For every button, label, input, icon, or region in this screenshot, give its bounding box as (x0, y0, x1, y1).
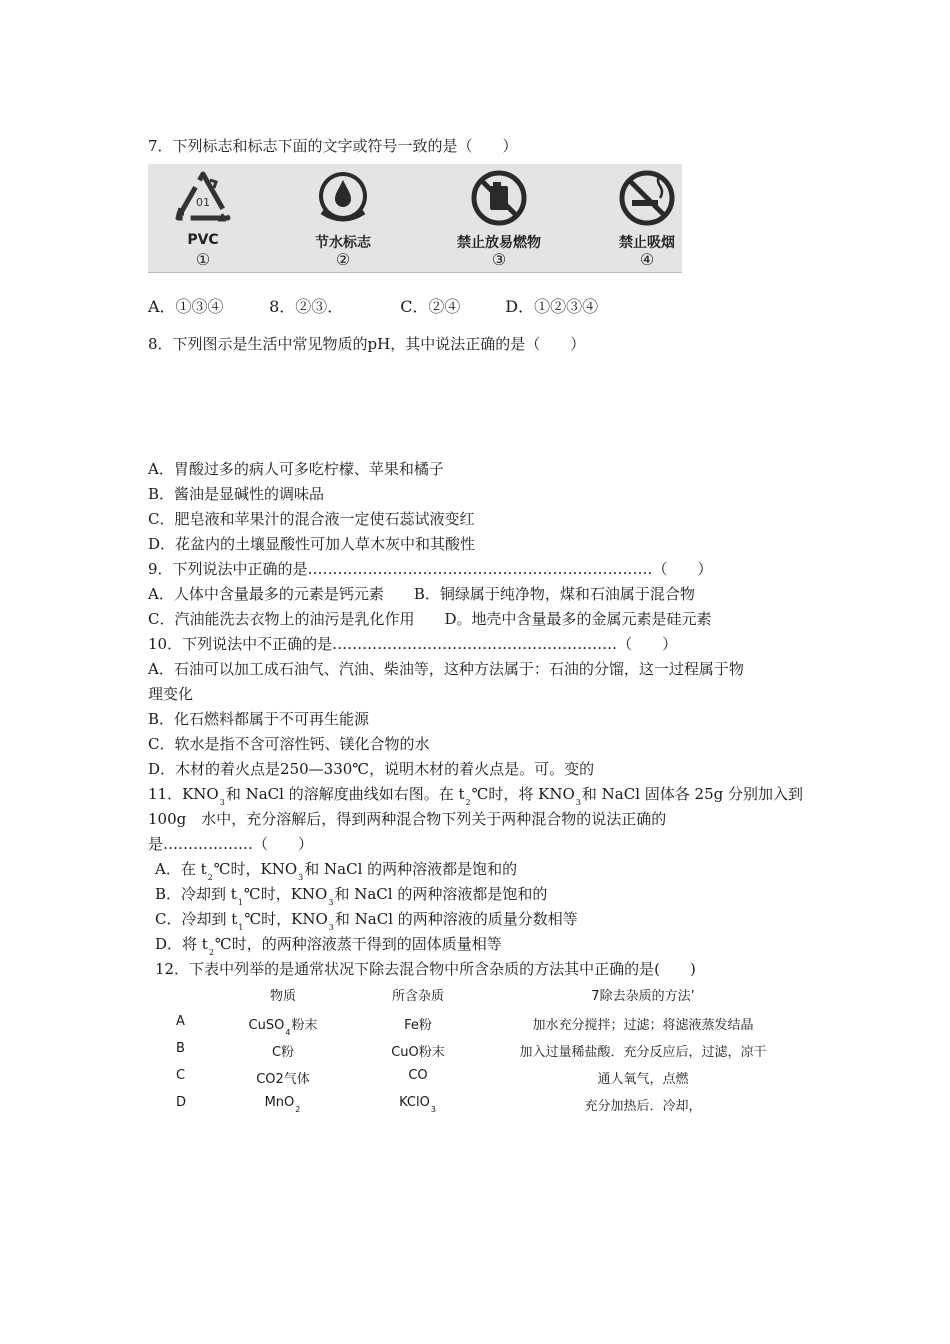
table-row: D MnO$_2$ KClO$_3$ 充分加热后．冷却， (176, 1095, 702, 1114)
q11-option-c: C．冷却到 $t_1℃$时，$KNO_3$和 NaCl 的两种溶液的质量分数相等 (155, 910, 578, 932)
sign-1-number: ① (195, 250, 211, 269)
header-impurity: 所含杂质 (391, 989, 444, 1004)
sign-3-caption: 禁止放易燃物 (457, 235, 541, 251)
q9-stem: 9．下列说法中正确的是……………………………………………………………（ ） (148, 560, 713, 578)
sign-3-number: ③ (491, 250, 507, 269)
sign-2 (288, 164, 398, 272)
q7-option-b: 8．②③． (269, 297, 344, 316)
header-method: 7除去杂质的方法’ (591, 989, 695, 1004)
q7-option-d: D．①②③④ (505, 297, 599, 316)
q7-option-a: A．①③④ (148, 297, 224, 316)
q10-option-a-cont: 理变化 (148, 685, 194, 703)
sign-4-number: ④ (639, 250, 655, 269)
q10-stem: 10．下列说法中不正确的是…………………………………………………（ ） (148, 635, 678, 653)
q11-stem-line2: 100g 水中，充分溶解后，得到两种混合物下列关于两种混合物的说法正确的 (148, 810, 667, 828)
table-row: C CO2气体 CO 通人氧气，点燃 (176, 1068, 689, 1087)
q7-stem: 7．下列标志和标志下面的文字或符号一致的是（ ） (148, 137, 518, 155)
sign-1-caption: PVC (187, 232, 219, 248)
q9-options-ab: A．人体中含量最多的元素是钙元素 B．铜绿属于纯净物，煤和石油属于混合物 (148, 585, 695, 603)
table-row: A CuSO$_4$粉末 Fe粉 加水充分搅拌；过滤；将滤液蒸发结晶 (176, 1014, 754, 1037)
q11-stem-line1: 11．$KNO_3$和 NaCl 的溶解度曲线如右图。在 $t_2℃$时，将 $KNO_3$和 NaCl 固体各 25g 分别加入到 (148, 785, 803, 807)
no-flammable-icon (466, 168, 532, 230)
water-saving-icon (310, 168, 376, 230)
sign-2-number: ② (335, 250, 351, 269)
q11-option-b: B．冷却到 $t_1℃$时，$KNO_3$和 NaCl 的两种溶液都是饱和的 (155, 885, 548, 907)
sign-2-caption: 节水标志 (315, 235, 371, 251)
sign-3 (444, 164, 554, 272)
q11-option-a: A．在 $t_2℃$时，$KNO_3$和 NaCl 的两种溶液都是饱和的 (155, 860, 518, 882)
svg-text:01: 01 (196, 196, 210, 209)
no-smoking-icon (614, 168, 680, 230)
table-header-row (148, 985, 808, 1007)
q8-option-a: A．胃酸过多的病人可多吃柠檬、苹果和橘子 (148, 460, 444, 478)
recycle-icon (170, 168, 236, 230)
sign-4-caption: 禁止吸烟 (619, 235, 675, 251)
q8-option-b: B．酱油是显碱性的调味品 (148, 485, 325, 503)
q11-option-d: D．将 $t_2℃$时，的两种溶液蒸干得到的固体质量相等 (155, 935, 502, 957)
q7-options (148, 297, 598, 317)
q10-option-b: B．化石燃料都属于不可再生能源 (148, 710, 370, 728)
q10-option-d: D．木材的着火点是250—330℃，说明木材的着火点是。可。变的 (148, 760, 595, 778)
q8-option-c: C．肥皂液和苹果汁的混合液一定使石蕊试液变红 (148, 510, 475, 528)
q10-option-a: A．石油可以加工成石油气、汽油、柴油等，这种方法属于：石油的分馏，这一过程属于物 (148, 660, 744, 678)
q8-stem: 8．下列图示是生活中常见物质的pH，其中说法正确的是（ ） (148, 335, 586, 353)
sign-strip (148, 164, 682, 273)
q12-stem: 12．下表中列举的是通常状况下除去混合物中所含杂质的方法其中正确的是( ) (155, 960, 696, 978)
q11-stem-line3: 是………………（ ） (148, 835, 314, 853)
q8-option-d: D．花盆内的土壤显酸性可加人草木灰中和其酸性 (148, 535, 476, 553)
q9-options-cd: C．汽油能洗去衣物上的油污是乳化作用 D。地壳中含量最多的金属元素是硅元素 (148, 610, 712, 628)
sign-4 (592, 164, 682, 272)
header-substance: 物质 (269, 989, 296, 1004)
q10-option-c: C．软水是指不含可溶性钙、镁化合物的水 (148, 735, 430, 753)
q7-option-c: C．②④ (400, 297, 461, 316)
sign-1 (148, 164, 258, 272)
table-row: B C粉 CuO粉末 加入过量稀盐酸．充分反应后，过滤，凉干 (176, 1041, 767, 1060)
